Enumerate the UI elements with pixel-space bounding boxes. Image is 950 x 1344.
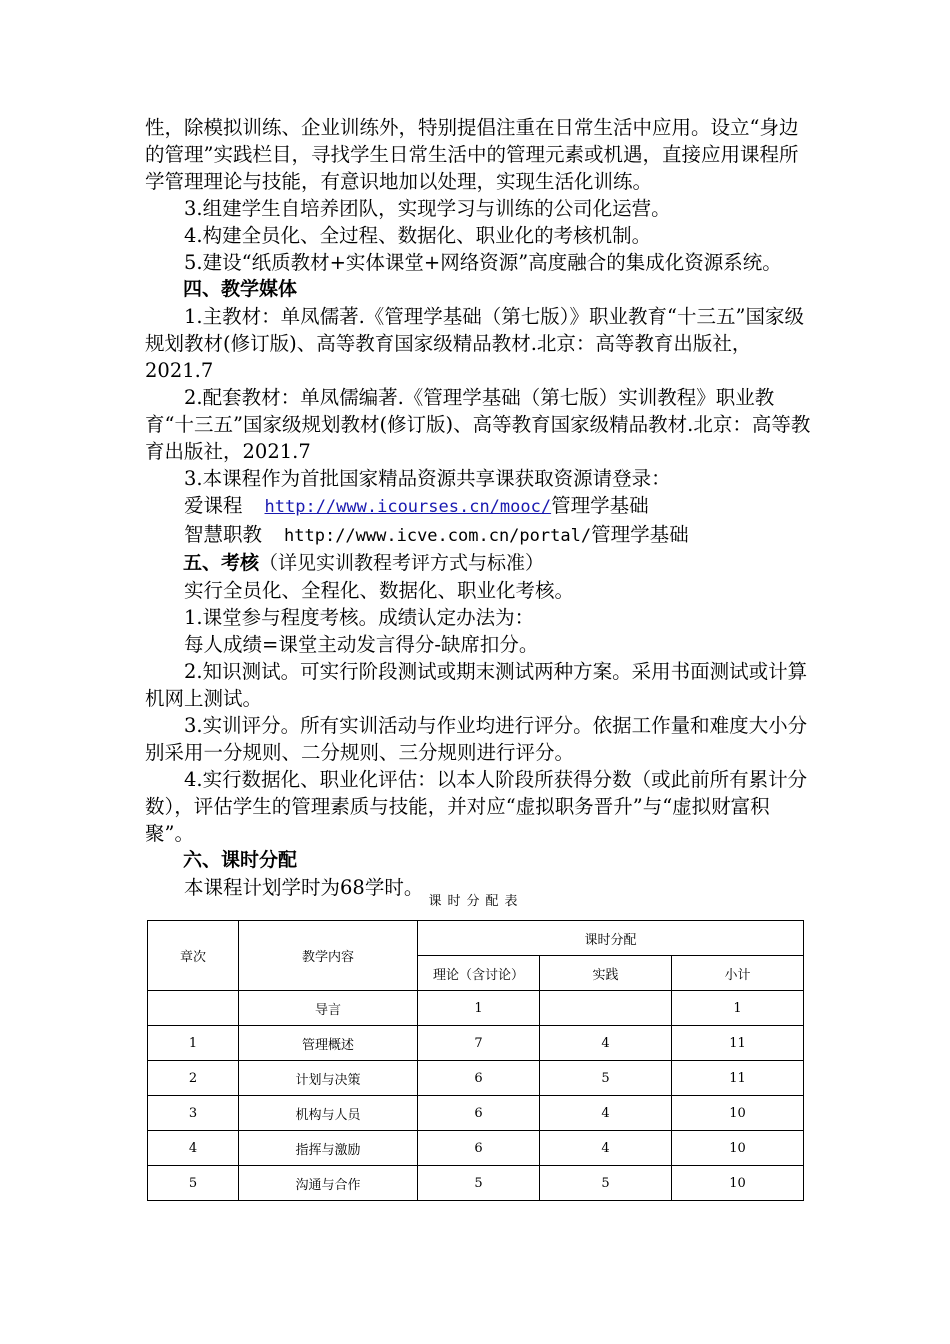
cell-chapter: 2 [148, 1061, 239, 1096]
assessment-note: （详见实训教程考评方式与标准） [259, 552, 545, 574]
resource-suffix-icve: 管理学基础 [591, 523, 689, 546]
header-content: 教学内容 [239, 921, 418, 991]
table-row [148, 991, 804, 1026]
cell-chapter: 5 [148, 1166, 239, 1201]
cell-theory: 5 [418, 1166, 540, 1201]
assessment-item-3: 3.实训评分。所有实训活动与作业均进行评分。依据工作量和难度大小分别采用一分规则、二分规则、三分规则进行评分。 [145, 714, 808, 764]
cell-chapter [148, 991, 239, 1026]
cell-theory: 6 [418, 1096, 540, 1131]
cell-practice: 4 [540, 1026, 672, 1061]
cell-theory: 7 [418, 1026, 540, 1061]
paragraph-item-4: 4.构建全员化、全过程、数据化、职业化的考核机制。 [184, 224, 652, 247]
resource-line-icve [145, 521, 817, 550]
header-theory: 理论（含讨论） [418, 956, 540, 991]
table-row [148, 1131, 804, 1166]
cell-practice: 5 [540, 1166, 672, 1201]
header-subtotal: 小计 [672, 956, 804, 991]
cell-chapter: 1 [148, 1026, 239, 1061]
cell-content: 计划与决策 [239, 1061, 418, 1096]
header-hours: 课时分配 [418, 921, 804, 956]
resource-suffix-icourses: 管理学基础 [551, 494, 649, 517]
cell-content: 指挥与激励 [239, 1131, 418, 1166]
header-chapter: 章次 [148, 921, 239, 991]
table-row [148, 1026, 804, 1061]
media-item-2: 2.配套教材：单凤儒编著.《管理学基础（第七版）实训教程》职业教育“十三五”国家级规划教材(修订版)、高等教育国家级精品教材.北京：高等教育出版社，2021.7 [145, 386, 811, 463]
assessment-item-4: 4.实行数据化、职业化评估：以本人阶段所获得分数（或此前所有累计分数），评估学生的管理素质与技能，并对应“虚拟职务晋升”与“虚拟财富积聚”。 [145, 768, 808, 845]
cell-practice: 4 [540, 1096, 672, 1131]
cell-subtotal: 1 [672, 991, 804, 1026]
section-heading-hours: 六、课时分配 [183, 849, 298, 871]
cell-subtotal: 11 [672, 1061, 804, 1096]
table-row [148, 1166, 804, 1201]
hours-intro: 本课程计划学时为68学时。 [184, 876, 424, 899]
header-practice: 实践 [540, 956, 672, 991]
cell-content: 沟通与合作 [239, 1166, 418, 1201]
resource-name-icourses: 爱课程 [184, 494, 243, 517]
cell-chapter: 4 [148, 1131, 239, 1166]
assessment-item-2: 2.知识测试。可实行阶段测试或期末测试两种方案。采用书面测试或计算机网上测试。 [145, 660, 808, 710]
assessment-item-1-formula: 每人成绩=课堂主动发言得分-缺席扣分。 [184, 633, 539, 656]
assessment-intro: 实行全员化、全程化、数据化、职业化考核。 [184, 579, 575, 602]
cell-theory: 1 [418, 991, 540, 1026]
cell-practice: 4 [540, 1131, 672, 1166]
cell-content: 机构与人员 [239, 1096, 418, 1131]
cell-content: 管理概述 [239, 1026, 418, 1061]
icourses-link[interactable]: http://www.icourses.cn/mooc/ [264, 497, 552, 517]
paragraph-continuation: 性，除模拟训练、企业训练外，特别提倡注重在日常生活中应用。设立“身边的管理”实践栏目，寻找学生日常生活中的管理元素或机遇，直接应用课程所学管理理论与技能，有意识地加以处理，实现生活化训练。 [145, 116, 799, 193]
cell-chapter: 3 [148, 1096, 239, 1131]
cell-practice [540, 991, 672, 1026]
hours-table [147, 920, 804, 1201]
section-heading-media: 四、教学媒体 [183, 278, 298, 300]
paragraph-item-3: 3.组建学生自培养团队，实现学习与训练的公司化运营。 [184, 197, 671, 220]
cell-content: 导言 [239, 991, 418, 1026]
media-item-1: 1.主教材：单凤儒著.《管理学基础（第七版）》职业教育“十三五”国家级规划教材(修订版)、高等教育国家级精品教材.北京：高等教育出版社，2021.7 [145, 305, 804, 382]
resource-name-icve: 智慧职教 [184, 523, 263, 546]
section-heading-assessment [145, 550, 817, 577]
body-text [145, 114, 817, 901]
table-row [148, 1096, 804, 1131]
cell-subtotal: 10 [672, 1131, 804, 1166]
assessment-title: 五、考核 [183, 552, 260, 574]
cell-subtotal: 10 [672, 1166, 804, 1201]
table-caption: 课时分配表 [428, 894, 524, 909]
cell-theory: 6 [418, 1131, 540, 1166]
paragraph-item-5: 5.建设“纸质教材+实体课堂+网络资源”高度融合的集成化资源系统。 [184, 251, 782, 274]
cell-subtotal: 11 [672, 1026, 804, 1061]
cell-subtotal: 10 [672, 1096, 804, 1131]
table-row [148, 1061, 804, 1096]
assessment-item-1: 1.课堂参与程度考核。成绩认定办法为： [184, 606, 535, 629]
resource-line-icourses [145, 492, 817, 521]
cell-practice: 5 [540, 1061, 672, 1096]
cell-theory: 6 [418, 1061, 540, 1096]
media-item-3: 3.本课程作为首批国家精品资源共享课获取资源请登录： [184, 467, 671, 490]
icve-url: http://www.icve.com.cn/portal/ [284, 526, 592, 546]
